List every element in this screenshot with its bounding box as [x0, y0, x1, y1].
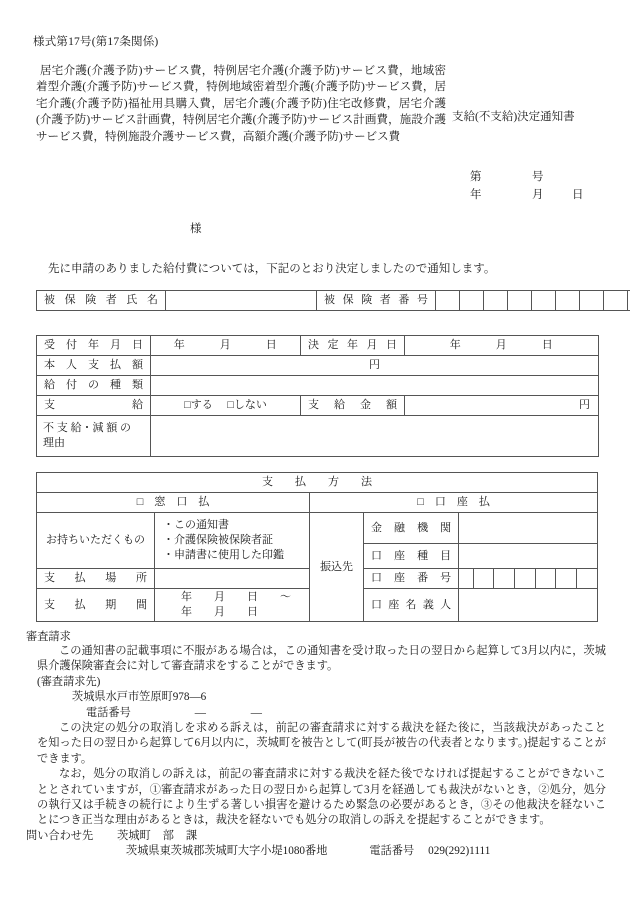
- decision-date-value[interactable]: 年 月 日: [405, 336, 599, 356]
- table-row: [37, 356, 599, 376]
- payment-amount-value[interactable]: 円: [405, 396, 599, 416]
- receipt-date-value[interactable]: 年 月 日: [151, 336, 301, 356]
- appeal-destination-address: 茨城県水戸市笠原町978―6: [72, 691, 207, 704]
- reason-label-line2: 理由: [43, 437, 65, 449]
- insured-number-cell[interactable]: [436, 291, 460, 311]
- document-date-row: [470, 186, 610, 204]
- insured-number-cell[interactable]: [604, 291, 628, 311]
- decision-date-label: 決 定 年 月 日: [301, 336, 405, 356]
- list-item: ・申請書に使用した印鑑: [162, 549, 284, 561]
- bring-items-list: [154, 513, 309, 569]
- appeal-heading: 審査請求: [26, 631, 71, 643]
- benefit-kind-label: 給 付 の 種 類: [37, 376, 151, 396]
- account-type-label: 口 座 種 目: [363, 544, 458, 569]
- benefit-kind-value[interactable]: [151, 376, 599, 396]
- account-number-cell[interactable]: [515, 569, 536, 589]
- appeal-paragraph-1: この通知書の記載事項に不服がある場合は，この通知書を受け取った日の翌日から起算して3月以内に，茨城県介護保険審査会に対して審査請求をすることができます。: [37, 645, 606, 673]
- reason-label: [37, 416, 151, 457]
- payment-method-title: 支 払 方 法: [37, 473, 598, 493]
- payment-checkbox-no[interactable]: □しない: [227, 399, 267, 411]
- table-row: [37, 493, 598, 513]
- payment-period-line2: 年 月 日: [180, 606, 258, 618]
- contact-municipality: 茨城町: [117, 829, 151, 842]
- transfer-destination-label: 振込先: [310, 513, 364, 622]
- transfer-payment-header[interactable]: □ 口 座 払: [310, 493, 598, 513]
- account-number-cell[interactable]: [556, 569, 577, 589]
- account-type-value[interactable]: [459, 544, 598, 569]
- insured-name-label: 被 保 険 者 氏 名: [37, 291, 166, 311]
- appeal-paragraph-3: なお，処分の取消しの訴えは，前記の審査請求に対する裁決を経た後でなければ提起することができないこととされていますが，①審査請求があった日の翌日から起算して3月を経過しても裁決がないとき，②処分，処分の執行又は手続きの続行により生ずる著しい損害を避けるため緊急の必要があるとき，③その他裁決を経ないことにつき正当な理由があるときは，裁決を経ないでも処分の取消しの訴えを提起することができます。: [37, 768, 606, 827]
- bank-label: 金 融 機 関: [363, 513, 458, 544]
- lead-sentence: 先に申請のありました給付費については，下記のとおり決定しましたので通知します。: [48, 263, 496, 275]
- account-number-cell[interactable]: [494, 569, 515, 589]
- payment-method-table: [36, 472, 598, 622]
- notice-title: 支給(不支給)決定通知書: [452, 111, 575, 123]
- appeal-tel-value: ― ―: [194, 706, 262, 719]
- form-number: 様式第17号(第17条関係): [33, 36, 159, 48]
- table-row: [37, 416, 599, 457]
- reason-label-line1: 不 支 給・減 額 の: [43, 422, 131, 434]
- contact-section: 課: [185, 829, 198, 842]
- reason-value[interactable]: [151, 416, 599, 457]
- insured-number-cell[interactable]: [460, 291, 484, 311]
- payment-period-label: 支 払 期 間: [37, 589, 155, 622]
- account-number-cell[interactable]: [535, 569, 556, 589]
- appeal-paragraph-2: この決定の処分の取消しを求める訴えは，前記の審査請求に対する裁決を経た後に，当該裁決があったことを知った日の翌日から起算して6月以内に，茨城町を被告として(町長が被告の代表者となります。)提起することができます。: [37, 722, 606, 765]
- document-number-row: [470, 168, 610, 186]
- table-row: [37, 513, 598, 544]
- insured-number-cell[interactable]: [484, 291, 508, 311]
- payment-checkbox-yes[interactable]: □する: [184, 399, 213, 411]
- self-payment-value[interactable]: 円: [151, 356, 599, 376]
- appeal-destination-label: (審査請求先): [37, 675, 101, 688]
- table-row: [37, 396, 599, 416]
- service-types-text: 居宅介護(介護予防)サービス費，特例居宅介護(介護予防)サービス費，地域密着型介護(介護予防)サービス費，特例地域密着型介護(介護予防)サービス費，居宅介護(介護予防)福祉用具購入費，居宅介護(介護予防)住宅改修費，居宅介護(介護予防)サービス計画費，特例居宅介護(介護予防)サービス計画費，施設介護サービス費，特例施設介護サービス費，高額介護(介護予防)サービス費: [36, 65, 446, 143]
- appeal-tel-label: 電話番号: [86, 706, 131, 719]
- document-number-block: [470, 168, 610, 204]
- table-row: [37, 291, 630, 311]
- payment-period-line1: 年 月 日 ～: [180, 591, 291, 603]
- payment-place-value[interactable]: [154, 569, 309, 589]
- receipt-date-label: 受 付 年 月 日: [37, 336, 151, 356]
- account-holder-value[interactable]: [459, 589, 598, 622]
- document-number-prefix: 第: [470, 171, 482, 183]
- list-item: ・介護保険被保険者証: [162, 534, 273, 546]
- contact-address-row: [26, 844, 606, 859]
- payment-label: 支 給: [37, 396, 151, 416]
- date-month-label: 月: [532, 189, 544, 201]
- counter-payment-header[interactable]: □ 窓 口 払: [37, 493, 310, 513]
- table-row: [37, 376, 599, 396]
- insured-number-label: 被 保 険 者 番 号: [317, 291, 436, 311]
- payment-options: [151, 396, 301, 416]
- insured-name-value[interactable]: [166, 291, 317, 311]
- service-types-block: [36, 63, 446, 145]
- contact-department: 部: [162, 829, 174, 842]
- bank-value[interactable]: [459, 513, 598, 544]
- appeal-section: [26, 630, 606, 860]
- list-item: ・この通知書: [162, 519, 229, 531]
- table-row: [37, 336, 599, 356]
- table-row: [37, 473, 598, 493]
- contact-tel-value: 029(292)1111: [428, 845, 491, 858]
- account-holder-label: 口 座 名 義 人: [363, 589, 458, 622]
- account-number-cell[interactable]: [577, 569, 598, 589]
- account-number-cell[interactable]: [473, 569, 494, 589]
- contact-address: 茨城県東茨城郡茨城町大字小堤1080番地: [126, 845, 328, 858]
- addressee-honorific: 様: [190, 223, 202, 235]
- contact-tel-label: 電話番号: [369, 845, 415, 858]
- payment-period-value[interactable]: [154, 589, 309, 622]
- appeal-destination-tel: [26, 706, 606, 721]
- decision-table: [36, 335, 599, 457]
- payment-amount-label: 支 給 金 額: [301, 396, 405, 416]
- account-number-label: 口 座 番 号: [363, 569, 458, 589]
- insured-number-cell[interactable]: [556, 291, 580, 311]
- date-year-label: 年: [470, 189, 482, 201]
- account-number-cell[interactable]: [459, 569, 473, 589]
- payment-place-label: 支 払 場 所: [37, 569, 155, 589]
- contact-label: 問い合わせ先: [26, 829, 94, 842]
- insured-number-cell[interactable]: [508, 291, 532, 311]
- self-payment-label: 本 人 支 払 額: [37, 356, 151, 376]
- document-number-suffix: 号: [532, 171, 544, 183]
- bring-items-label: お持ちいただくもの: [37, 513, 155, 569]
- contact-row: [26, 829, 606, 844]
- insured-number-cell[interactable]: [532, 291, 556, 311]
- insured-person-table: [36, 290, 630, 311]
- insured-number-cell[interactable]: [580, 291, 604, 311]
- date-day-label: 日: [572, 189, 584, 201]
